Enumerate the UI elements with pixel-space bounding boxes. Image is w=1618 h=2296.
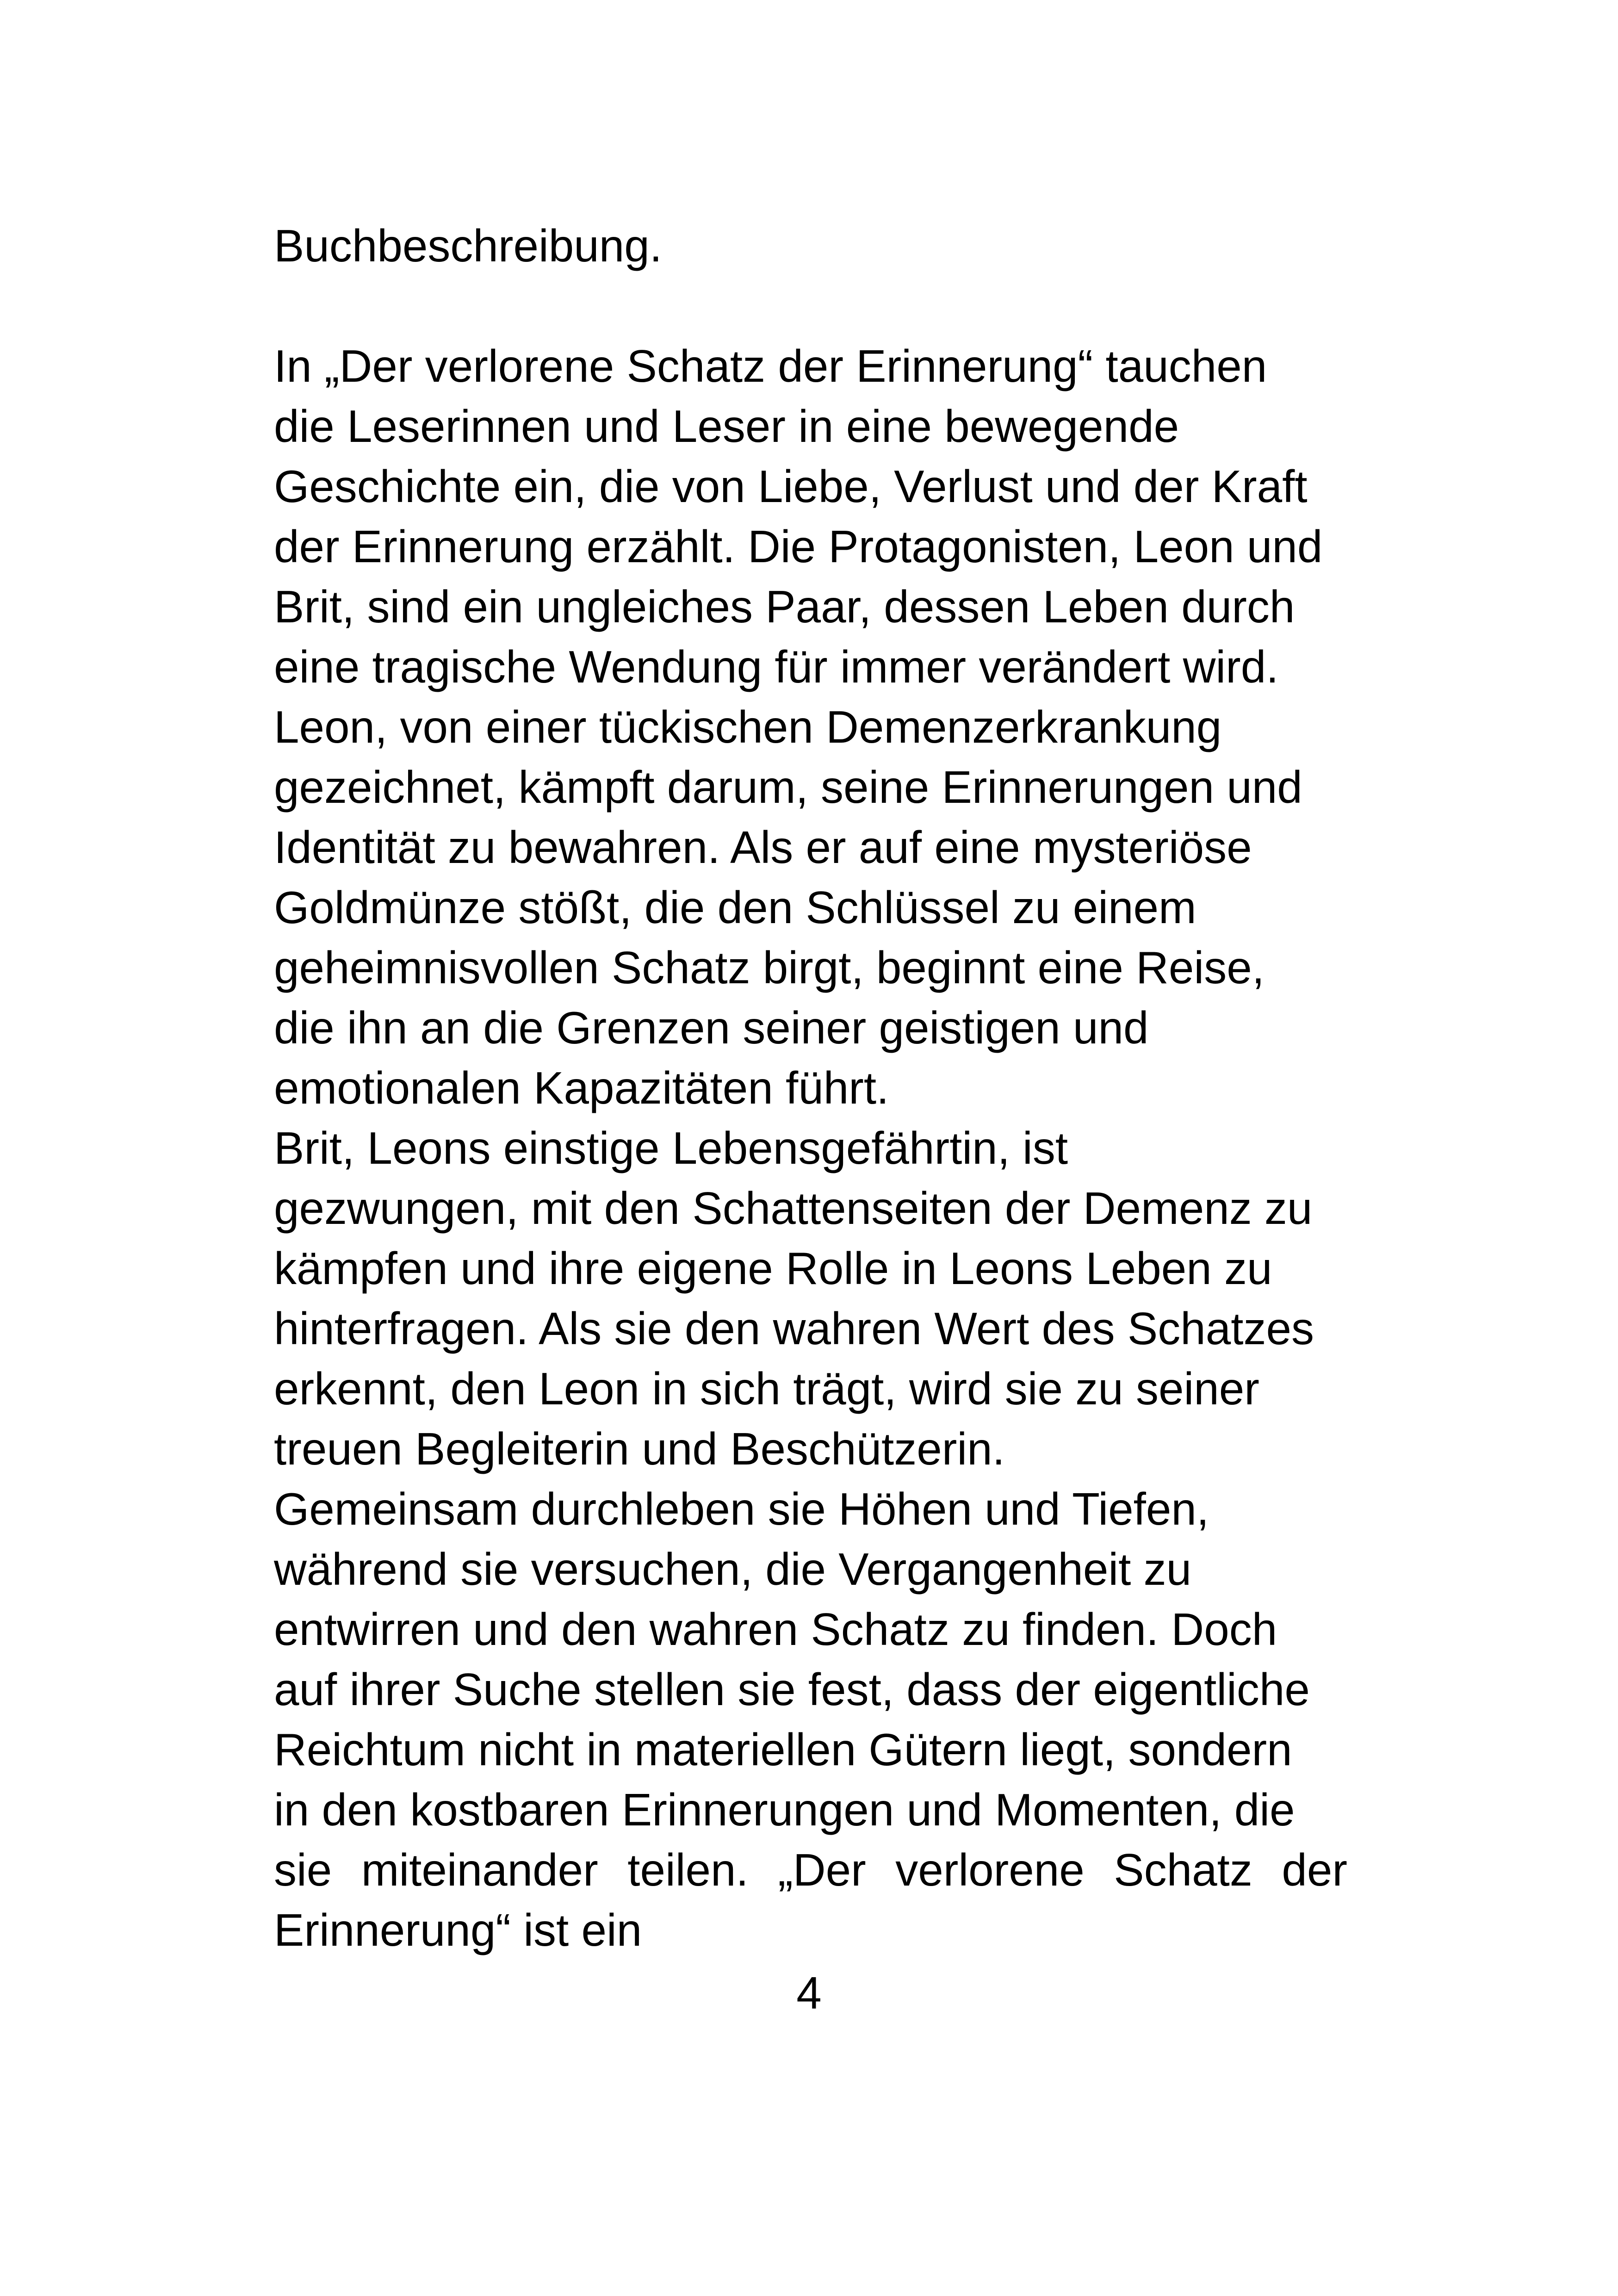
text-line: Goldmünze stößt, die den Schlüssel zu einem <box>274 882 1196 933</box>
text-line: die Leserinnen und Leser in eine bewegende <box>274 401 1179 452</box>
text-line: während sie versuchen, die Vergangenheit zu <box>274 1544 1192 1595</box>
section-heading: Buchbeschreibung. <box>274 220 663 271</box>
text-line: Leon, von einer tückischen Demenzerkrankung <box>274 701 1222 752</box>
text-line: sie miteinander teilen. „Der verlorene Schatz der <box>274 1844 1347 1895</box>
text-line: Reichtum nicht in materiellen Gütern liegt, sondern <box>274 1724 1292 1775</box>
text-line: In „Der verlorene Schatz der Erinnerung“ tauchen <box>274 341 1267 391</box>
text-line: gezwungen, mit den Schattenseiten der Demenz zu <box>274 1183 1313 1234</box>
text-line: der Erinnerung erzählt. Die Protagonisten, Leon und <box>274 521 1323 572</box>
text-line: entwirren und den wahren Schatz zu finden. Doch <box>274 1604 1277 1655</box>
page-number: 4 <box>796 1967 822 2018</box>
book-description-text <box>274 216 1347 1960</box>
text-line: Erinnerung“ ist ein <box>274 1905 642 1955</box>
text-line: auf ihrer Suche stellen sie fest, dass der eigentliche <box>274 1664 1310 1715</box>
text-line: geheimnisvollen Schatz birgt, beginnt eine Reise, <box>274 942 1265 993</box>
text-line: treuen Begleiterin und Beschützerin. <box>274 1423 1005 1474</box>
text-line: kämpfen und ihre eigene Rolle in Leons Leben zu <box>274 1243 1272 1294</box>
text-line: gezeichnet, kämpft darum, seine Erinnerungen und <box>274 762 1302 813</box>
text-line: hinterfragen. Als sie den wahren Wert des Schatzes <box>274 1303 1314 1354</box>
text-line: Brit, Leons einstige Lebensgefährtin, ist <box>274 1123 1068 1173</box>
blank-line <box>274 276 1347 336</box>
text-line: Identität zu bewahren. Als er auf eine mysteriöse <box>274 822 1252 873</box>
text-line: emotionalen Kapazitäten führt. <box>274 1062 889 1113</box>
text-line: Geschichte ein, die von Liebe, Verlust und der Kraft <box>274 461 1308 512</box>
text-line: eine tragische Wendung für immer verändert wird. <box>274 641 1279 692</box>
text-line: Brit, sind ein ungleiches Paar, dessen Leben durch <box>274 581 1295 632</box>
text-line: in den kostbaren Erinnerungen und Momenten, die <box>274 1784 1295 1835</box>
text-line: die ihn an die Grenzen seiner geistigen und <box>274 1002 1149 1053</box>
text-line: erkennt, den Leon in sich trägt, wird sie zu seiner <box>274 1363 1259 1414</box>
text-line: Gemeinsam durchleben sie Höhen und Tiefen, <box>274 1483 1209 1534</box>
